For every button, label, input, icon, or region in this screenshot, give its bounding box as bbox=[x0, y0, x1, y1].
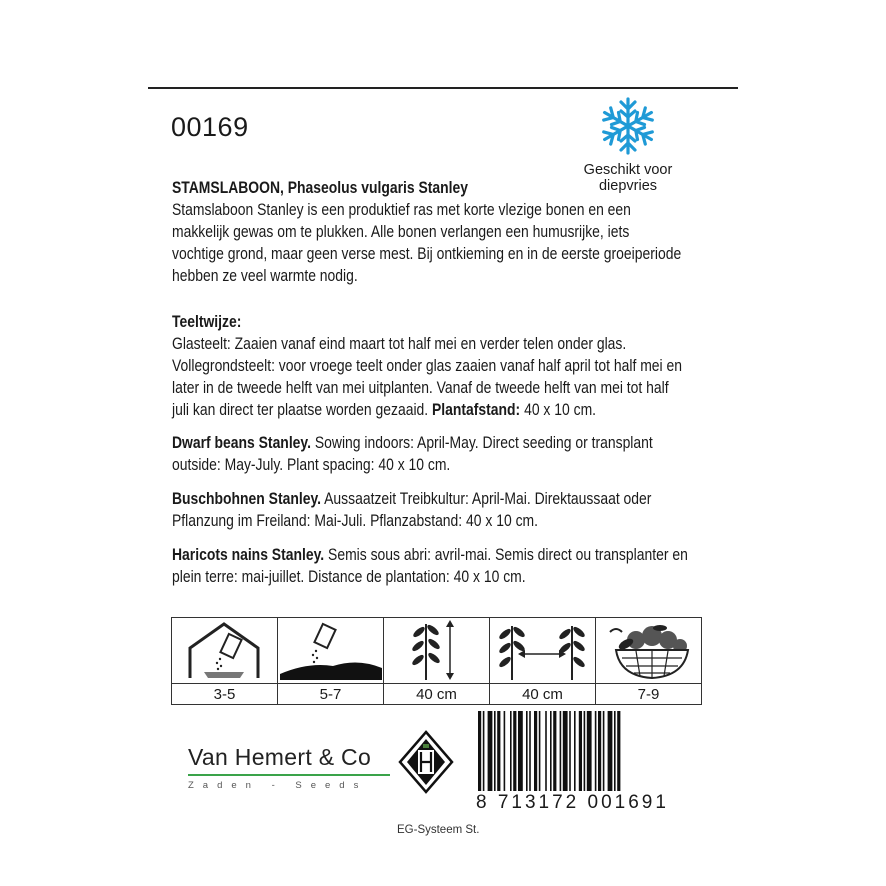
freeze-label: Geschikt voor diepvries bbox=[583, 162, 673, 194]
cultivation-line: later in de tweede helft van mei uitplanten. Vanaf de tweede helft van mei tot half bbox=[172, 379, 669, 397]
icon-value: 5-7 bbox=[319, 686, 342, 703]
icon-cell-harvest bbox=[595, 617, 702, 705]
icon-value: 40 cm bbox=[522, 686, 563, 703]
barcode-icon bbox=[476, 711, 688, 797]
cultivation-heading: Teeltwijze: bbox=[172, 313, 242, 331]
intro-line: hebben ze veel warmte nodig. bbox=[172, 267, 358, 285]
intro-line: vochtige grond, maar geen verse mest. Bij ontkieming en in de eerste groeiperiode bbox=[172, 245, 682, 263]
icon-value: 7-9 bbox=[637, 686, 660, 703]
brand-name: Van Hemert & Co bbox=[188, 744, 372, 770]
brand-subtitle: Zaden - Seeds bbox=[188, 780, 368, 791]
german-block: Buschbohnen Stanley. Aussaatzeit Treibkultur: April-Mai. Direktaussaat oder Pflanzung im Freiland: Mai-Juli. Pflanzabstand: 40 x 10 cm. bbox=[172, 490, 652, 530]
greenhouse-sowing-icon bbox=[172, 618, 278, 682]
intro-line: Stamslaboon Stanley is een produktief ras met korte vlezige bonen en een bbox=[172, 201, 631, 219]
snowflake-icon bbox=[598, 96, 658, 156]
plant-spacing-icon bbox=[490, 618, 596, 682]
plant-height-icon bbox=[384, 618, 490, 682]
hc-diamond-logo-icon bbox=[398, 730, 454, 799]
eg-system-label: EG-Systeem St. bbox=[397, 824, 480, 836]
cultivation-line: Glasteelt: Zaaien vanaf eind maart tot half mei en verder telen onder glas. bbox=[172, 335, 627, 353]
icon-cell-greenhouse bbox=[171, 617, 278, 705]
icon-cell-height bbox=[383, 617, 490, 705]
icon-value: 3-5 bbox=[213, 686, 236, 703]
cultivation-block: Teeltwijze: Glasteelt: Zaaien vanaf eind maart tot half mei en verder telen onder glas. Vollegrondsteelt: voor vroege teelt onder glas zaaien vanaf half april tot half mei en later in de tweede helft van mei uitplanten. Vanaf de tweede helft van mei tot half juli kan direct ter plaatse worden gezaaid. Plantafstand: 40 x 10 cm. bbox=[172, 313, 682, 419]
english-block: Dwarf beans Stanley. Sowing indoors: April-May. Direct seeding or transplant outside: May-July. Plant spacing: 40 x 10 cm. bbox=[172, 434, 653, 474]
icon-cell-outdoor bbox=[277, 617, 384, 705]
cultivation-line: Vollegrondsteelt: voor vroege teelt onder glas zaaien vanaf half april tot half mei en bbox=[172, 357, 682, 375]
intro-title: STAMSLABOON, Phaseolus vulgaris Stanley bbox=[172, 179, 469, 197]
barcode bbox=[476, 711, 688, 802]
harvest-basket-icon bbox=[596, 618, 702, 682]
outdoor-sowing-icon bbox=[278, 618, 384, 682]
barcode-number: 8 713172 001691 bbox=[476, 792, 669, 813]
intro-line: makkelijk gewas om te plukken. Alle bonen verlangen een humusrijke, iets bbox=[172, 223, 630, 241]
brand-underline bbox=[188, 774, 390, 776]
brand bbox=[188, 744, 390, 791]
product-code: 00169 bbox=[171, 112, 249, 142]
icon-value: 40 cm bbox=[416, 686, 457, 703]
cultivation-icons bbox=[171, 617, 702, 705]
icon-cell-spacing bbox=[489, 617, 596, 705]
french-block: Haricots nains Stanley. Semis sous abri: avril-mai. Semis direct ou transplanter en plein terre: mai-juillet. Distance de plantation: 40 x 10 cm. bbox=[172, 546, 688, 586]
top-rule bbox=[148, 87, 738, 89]
